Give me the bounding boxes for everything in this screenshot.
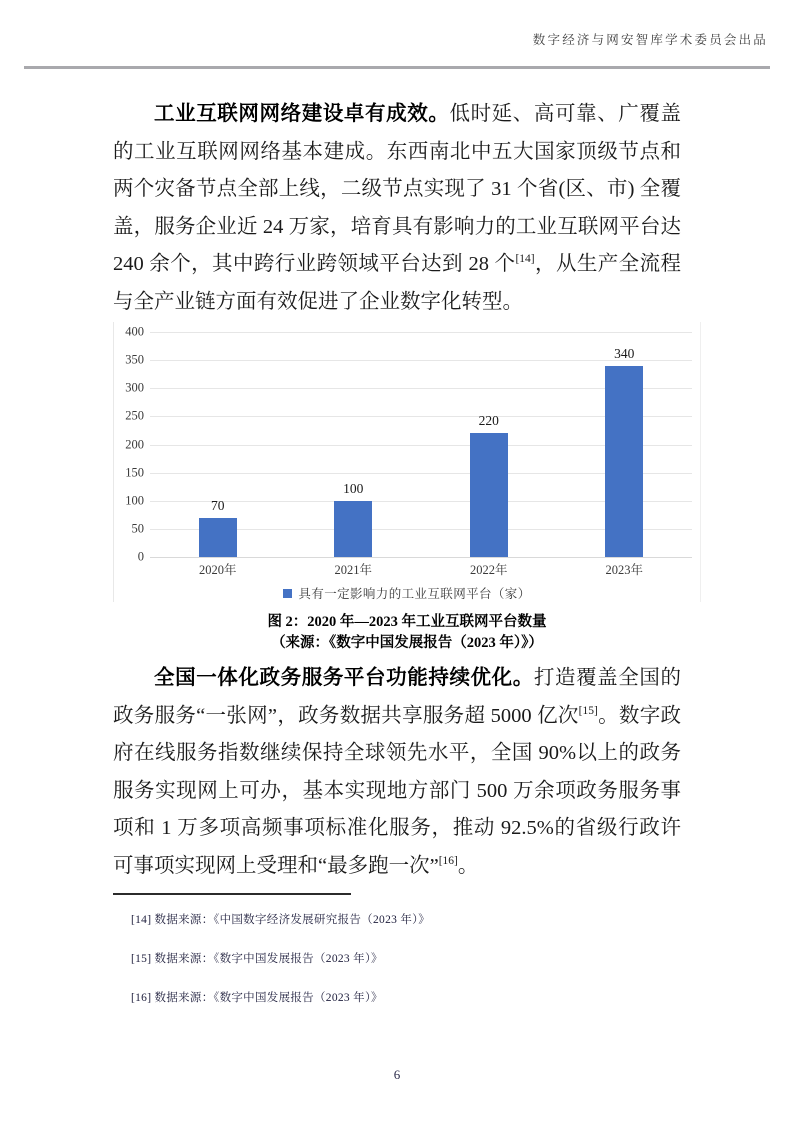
paragraph-two-text-c: 。 [457, 854, 479, 877]
y-axis-tick-300: 300 [125, 380, 144, 395]
header-divider [24, 66, 770, 69]
bar-chart [113, 322, 701, 602]
header-title: 数字经济与网安智库学术委员会出品 [532, 33, 768, 47]
y-axis-tick-250: 250 [125, 408, 144, 423]
paragraph-two-text-b: 。数字政府在线服务指数继续保持全球领先水平，全国 90%以上的政务服务实现网上可办，基本实现地方部门 500 万余项政务服务事项和 1 万多项高频事项标准化服务，推动 92.5%的省级行政许可事项实现网上受理和“最多跑一次” [113, 704, 681, 877]
chart-legend [114, 584, 700, 602]
bar-value-label: 220 [478, 413, 499, 429]
page-header [24, 30, 770, 70]
bar-slot [150, 332, 286, 557]
citation-marker-14: [14] [515, 253, 535, 266]
bar-2022年 [470, 433, 508, 557]
bar-slot [286, 332, 422, 557]
bar-value-label: 100 [343, 480, 364, 496]
footnote-15: [15] 数据来源：《数字中国发展报告（2023 年）》 [131, 952, 383, 965]
y-axis-tick-0: 0 [137, 549, 144, 564]
x-axis-tick-2022年: 2022年 [469, 563, 508, 577]
body-section-two [113, 660, 681, 885]
figure-caption [113, 612, 701, 654]
y-axis-tick-350: 350 [125, 352, 144, 367]
figure-caption-line-2: （来源：《数字中国发展报告（2023 年）》） [271, 635, 543, 651]
footnote-16: [16] 数据来源：《数字中国发展报告（2023 年）》 [131, 991, 383, 1004]
figure-2-block [113, 322, 701, 654]
bar-2023年 [605, 366, 643, 557]
footnotes-section [113, 893, 681, 1007]
y-axis-tick-400: 400 [125, 324, 144, 339]
x-axis-tick-2023年: 2023年 [605, 563, 643, 577]
paragraph-government-services [113, 660, 681, 885]
y-axis-labels [114, 324, 150, 564]
body-section-one [113, 96, 681, 321]
page-number: 6 [393, 1067, 401, 1082]
x-axis-tick-2020年: 2020年 [198, 563, 237, 577]
y-axis-tick-50: 50 [131, 521, 144, 536]
bar-value-label: 70 [211, 497, 225, 513]
bar-2020年 [199, 518, 237, 557]
paragraph-two-lead: 全国一体化政务服务平台功能持续优化。 [154, 667, 534, 689]
paragraph-two-text-a: 打造覆盖全国的政务服务“一张网”，政务数据共享服务超 5000 亿次 [113, 667, 681, 727]
figure-caption-line-1: 图 2：2020 年—2023 年工业互联网平台数量 [267, 614, 547, 630]
paragraph-one-text-a: 低时延、高可靠、广覆盖的工业互联网网络基本建成。东西南北中五大国家顶级节点和两个灾备节点全部上线，二级节点实现了 31 个省(区、市) 全覆盖，服务企业近 24 万家，培育具有影响力的工业互联网平台达 240 余个，其中跨行业跨领域平台达到 28 个 [113, 103, 682, 275]
x-axis-labels [150, 560, 692, 578]
footnote-14: [14] 数据来源：《中国数字经济发展研究报告（2023 年）》 [131, 913, 431, 926]
bar-slot [557, 332, 693, 557]
paragraph-industrial-internet [113, 96, 681, 321]
legend-swatch-icon [283, 589, 292, 598]
chart-bars [150, 332, 692, 557]
bar-value-label: 340 [614, 345, 635, 361]
y-axis-tick-200: 200 [125, 437, 144, 451]
legend-label: 具有一定影响力的工业互联网平台（家） [298, 587, 531, 601]
citation-marker-15: [15] [578, 704, 598, 717]
bar-2021年 [334, 501, 372, 557]
footnote-divider [113, 893, 351, 895]
y-axis-tick-100: 100 [125, 493, 144, 508]
y-axis-tick-150: 150 [125, 465, 144, 480]
x-axis-tick-2021年: 2021年 [334, 563, 372, 577]
chart-plot-area [150, 332, 692, 557]
paragraph-one-lead: 工业互联网网络建设卓有成效。 [154, 103, 450, 125]
paragraph-one-text-b: ，从生产全流程与全产业链方面有效促进了企业数字化转型。 [113, 253, 682, 313]
citation-marker-16: [16] [438, 854, 458, 867]
bar-slot [421, 332, 557, 557]
gridline-0 [150, 557, 692, 558]
